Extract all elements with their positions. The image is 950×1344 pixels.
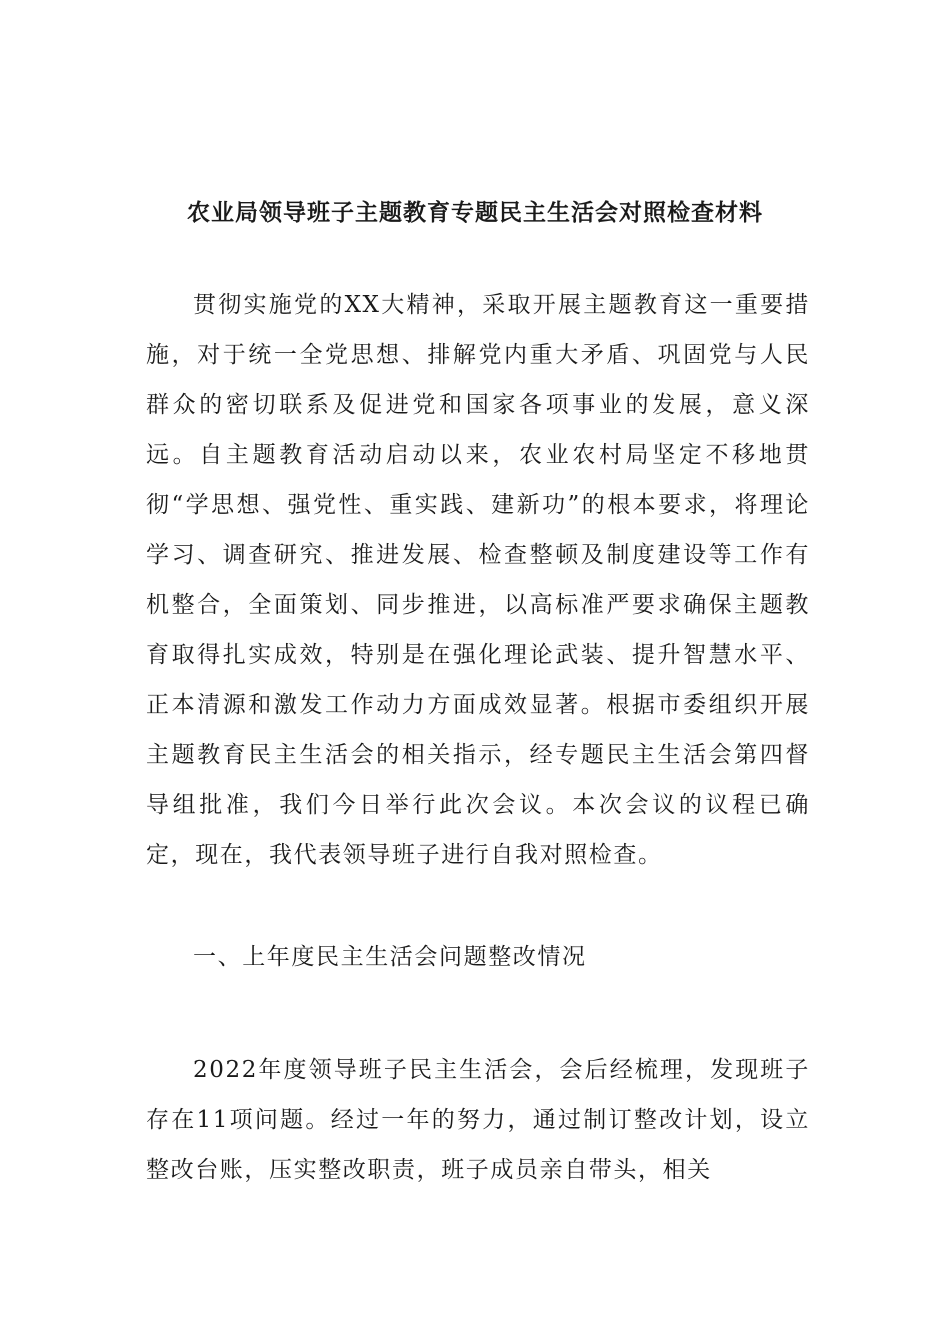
section-heading: 一、上年度民主生活会问题整改情况 — [193, 944, 587, 970]
document-title: 农业局领导班子主题教育专题民主生活会对照检查材料 — [187, 199, 763, 226]
section-paragraph: 2022年度领导班子民主生活会，会后经梳理，发现班子存在11项问题。经过一年的努力，通过制订整改计划，设立整改台账，压实整改职责，班子成员亲自带头，相关 — [146, 1057, 810, 1183]
intro-paragraph: 贯彻实施党的XX大精神，采取开展主题教育这一重要措施，对于统一全党思想、排解党内重大矛盾、巩固党与人民群众的密切联系及促进党和国家各项事业的发展，意义深远。自主题教育活动启动以来，农业农村局坚定不移地贯彻“学思想、强党性、重实践、建新功”的根本要求，将理论学习、调查研究、推进发展、检查整顿及制度建设等工作有机整合，全面策划、同步推进，以高标准严要求确保主题教育取得扎实成效，特别是在强化理论武装、提升智慧水平、正本清源和激发工作动力方面成效显著。根据市委组织开展主题教育民主生活会的相关指示，经专题民主生活会第四督导组批准，我们今日举行此次会议。本次会议的议程已确定，现在，我代表领导班子进行自我对照检查。 — [146, 292, 810, 868]
